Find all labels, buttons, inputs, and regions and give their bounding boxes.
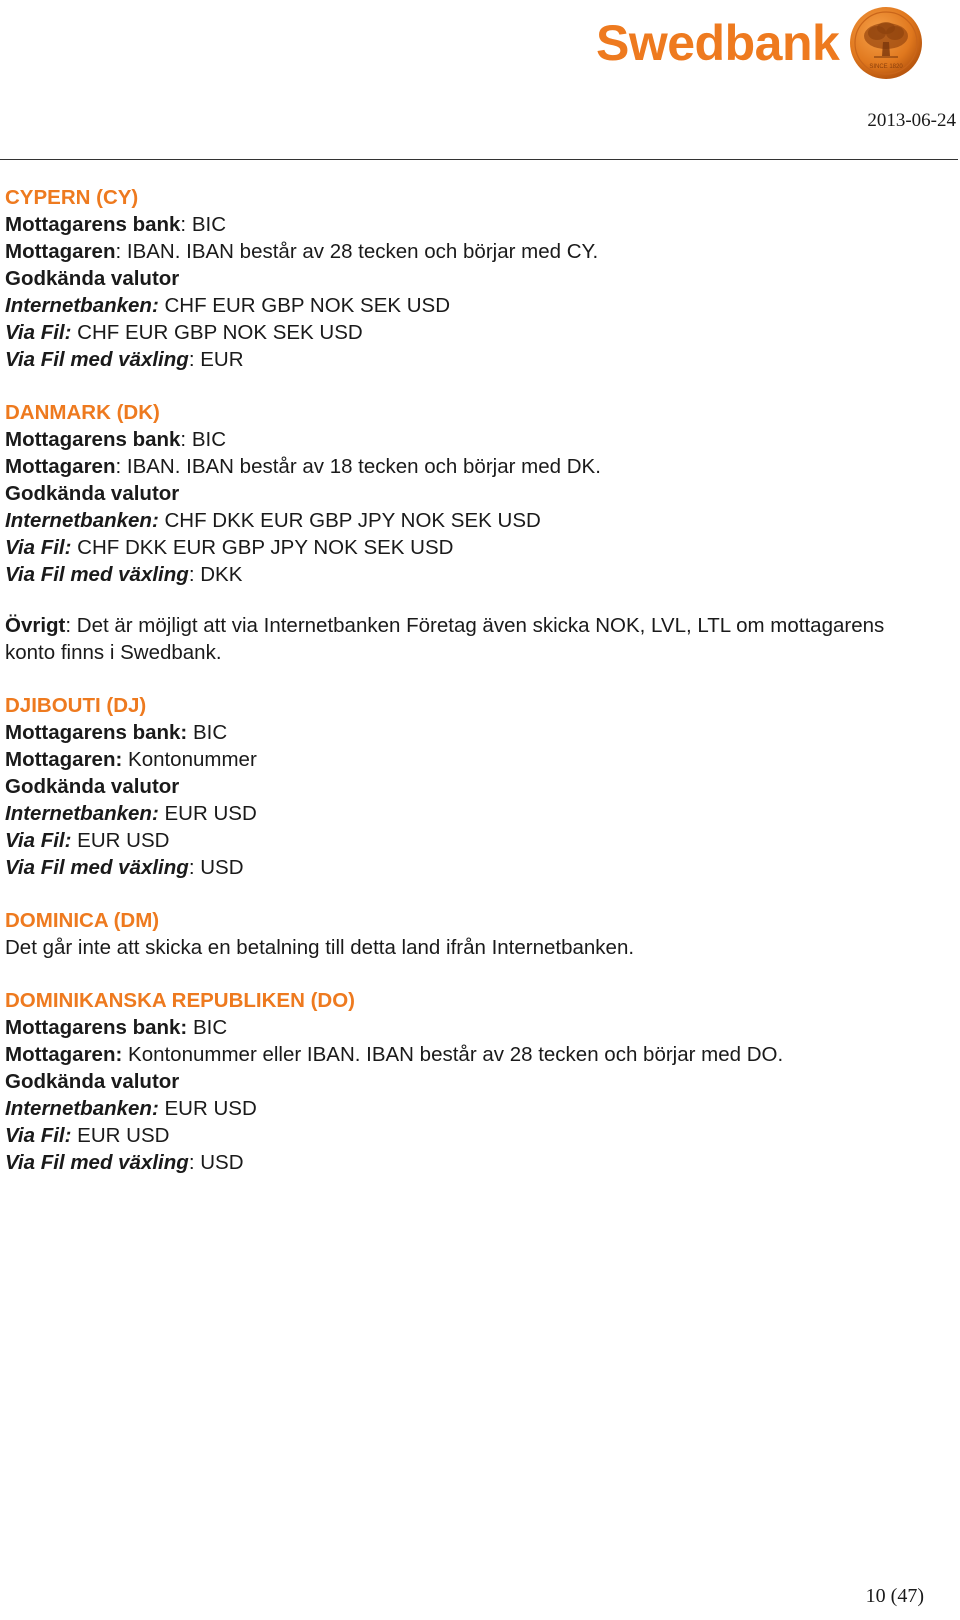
country-section-cy	[5, 184, 945, 373]
country-section-dk	[5, 399, 945, 588]
label: Mottagarens bank	[5, 213, 181, 236]
recipient-line: Mottagaren: Kontonummer eller IBAN. IBAN består av 28 tecken och börjar med DO.	[5, 1043, 784, 1066]
via-file-exchange-line: Via Fil med växling: DKK	[5, 563, 243, 586]
swedbank-logo	[596, 4, 923, 82]
label: Mottagaren	[5, 455, 116, 478]
header-divider	[0, 159, 958, 160]
currencies-heading: Godkända valutor	[5, 482, 180, 505]
via-file-exchange-line: Via Fil med växling: EUR	[5, 348, 244, 371]
via-file-line	[5, 1122, 945, 1149]
value: BIC	[191, 428, 227, 451]
page-number: 10 (47)	[865, 1585, 924, 1607]
label: Via Fil:	[5, 536, 72, 559]
value: USD	[200, 856, 244, 879]
label: Via Fil:	[5, 321, 72, 344]
label: Övrigt	[5, 614, 66, 637]
document-body	[5, 184, 945, 1202]
recipient-bank-line: Mottagarens bank: BIC	[5, 721, 228, 744]
value: USD	[200, 1151, 244, 1174]
via-file-exchange-line: Via Fil med växling: USD	[5, 856, 244, 879]
seal-text: SINCE 1820	[869, 64, 903, 70]
via-file-line	[5, 827, 945, 854]
country-section-do	[5, 987, 945, 1176]
label: Mottagarens bank	[5, 721, 181, 744]
value: BIC	[192, 721, 228, 744]
label: Mottagarens bank	[5, 1016, 181, 1039]
label: Via Fil:	[5, 1124, 72, 1147]
value: CHF DKK EUR GBP JPY NOK SEK USD	[164, 509, 541, 532]
document-date: 2013-06-24	[867, 110, 956, 131]
value: Kontonummer	[128, 748, 257, 771]
value: CHF EUR GBP NOK SEK USD	[77, 321, 363, 344]
value: IBAN. IBAN består av 28 tecken och börjar med CY.	[126, 240, 599, 263]
value: EUR USD	[77, 829, 170, 852]
value: Kontonummer eller IBAN. IBAN består av 28 tecken och börjar med DO.	[128, 1043, 784, 1066]
value: BIC	[191, 213, 227, 236]
oak-tree-seal-icon	[849, 6, 923, 80]
value: EUR	[200, 348, 244, 371]
page-header	[0, 0, 960, 162]
recipient-bank-line: Mottagarens bank: BIC	[5, 213, 227, 236]
country-heading: DANMARK (DK)	[5, 401, 160, 424]
label: Mottagaren	[5, 240, 116, 263]
recipient-bank-line: Mottagarens bank: BIC	[5, 428, 227, 451]
recipient-line: Mottagaren: IBAN. IBAN består av 18 tecken och börjar med DK.	[5, 455, 601, 478]
via-file-line	[5, 534, 945, 561]
value: CHF DKK EUR GBP JPY NOK SEK USD	[77, 536, 454, 559]
value: Det är möjligt att via Internetbanken Företag även skicka NOK, LVL, LTL om mottagarens konto finns i Swedbank.	[5, 614, 885, 664]
country-heading: DJIBOUTI (DJ)	[5, 694, 147, 717]
internet-bank-line	[5, 292, 945, 319]
recipient-line: Mottagaren: Kontonummer	[5, 748, 257, 771]
label: Mottagaren	[5, 1043, 116, 1066]
value: BIC	[192, 1016, 228, 1039]
via-file-exchange-line: Via Fil med växling: USD	[5, 1151, 244, 1174]
internet-bank-line	[5, 507, 945, 534]
currencies-heading: Godkända valutor	[5, 1070, 180, 1093]
value: DKK	[200, 563, 243, 586]
recipient-line: Mottagaren: IBAN. IBAN består av 28 tecken och börjar med CY.	[5, 240, 599, 263]
label: Mottagarens bank	[5, 428, 181, 451]
currencies-heading: Godkända valutor	[5, 267, 180, 290]
country-heading: DOMINIKANSKA REPUBLIKEN (DO)	[5, 989, 356, 1012]
value: EUR USD	[164, 802, 257, 825]
country-section-dj	[5, 692, 945, 881]
recipient-bank-line: Mottagarens bank: BIC	[5, 1016, 228, 1039]
value: EUR USD	[164, 1097, 257, 1120]
country-heading: DOMINICA (DM)	[5, 909, 160, 932]
country-heading: CYPERN (CY)	[5, 186, 139, 209]
label: Mottagaren	[5, 748, 116, 771]
label: Internetbanken:	[5, 294, 159, 317]
via-file-line	[5, 319, 945, 346]
currencies-heading: Godkända valutor	[5, 775, 180, 798]
label: Via Fil med växling	[5, 348, 189, 371]
value: CHF EUR GBP NOK SEK USD	[164, 294, 451, 317]
label: Internetbanken:	[5, 802, 159, 825]
logo-wordmark: Swedbank	[596, 15, 840, 71]
other-note-dk: Övrigt: Det är möjligt att via Internetbanken Företag även skicka NOK, LVL, LTL om mottagarens konto finns i Swedbank.	[5, 614, 885, 664]
label: Internetbanken:	[5, 1097, 159, 1120]
label: Via Fil:	[5, 829, 72, 852]
unavailable-note: Det går inte att skicka en betalning till detta land ifrån Internetbanken.	[5, 936, 635, 959]
internet-bank-line	[5, 800, 945, 827]
label: Via Fil med växling	[5, 1151, 189, 1174]
label: Internetbanken:	[5, 509, 159, 532]
country-section-dm	[5, 907, 945, 961]
label: Via Fil med växling	[5, 563, 189, 586]
value: IBAN. IBAN består av 18 tecken och börjar med DK.	[126, 455, 601, 478]
label: Via Fil med växling	[5, 856, 189, 879]
value: EUR USD	[77, 1124, 170, 1147]
internet-bank-line	[5, 1095, 945, 1122]
